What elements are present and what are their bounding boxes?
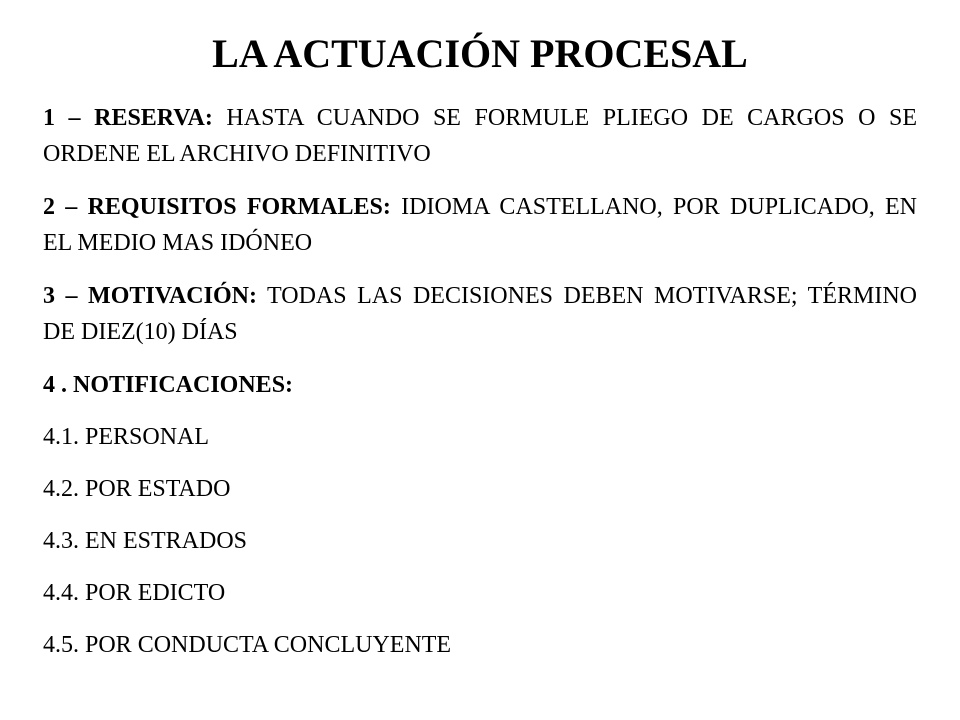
point-reserva [43, 100, 917, 172]
point-requisitos-formales [43, 189, 917, 261]
point-label: 2 – REQUISITOS FORMALES: [43, 194, 391, 220]
point-label: 1 – RESERVA: [43, 105, 213, 131]
notification-item-personal: 4.1. PERSONAL [43, 424, 210, 450]
slide-content [43, 100, 917, 679]
point-text: HASTA CUANDO SE FORMULE PLIEGO DE CARGOS O SE ORDENE EL ARCHIVO DEFINITIVO [43, 105, 917, 167]
point-motivacion [43, 278, 917, 350]
point-text: IDIOMA CASTELLANO, POR DUPLICADO, EN EL MEDIO MAS IDÓNEO [43, 194, 917, 256]
notification-item-por-edicto: 4.4. POR EDICTO [43, 580, 226, 606]
notification-item-conducta-concluyente: 4.5. POR CONDUCTA CONCLUYENTE [43, 632, 452, 658]
notification-item-en-estrados: 4.3. EN ESTRADOS [43, 528, 248, 554]
point-text: TODAS LAS DECISIONES DEBEN MOTIVARSE; TÉRMINO DE DIEZ(10) DÍAS [43, 283, 917, 345]
notification-item-por-estado: 4.2. POR ESTADO [43, 476, 231, 502]
point-label: 3 – MOTIVACIÓN: [43, 283, 257, 309]
notifications-heading: 4 . NOTIFICACIONES: [43, 372, 294, 398]
slide-title: LA ACTUACIÓN PROCESAL [212, 31, 748, 76]
